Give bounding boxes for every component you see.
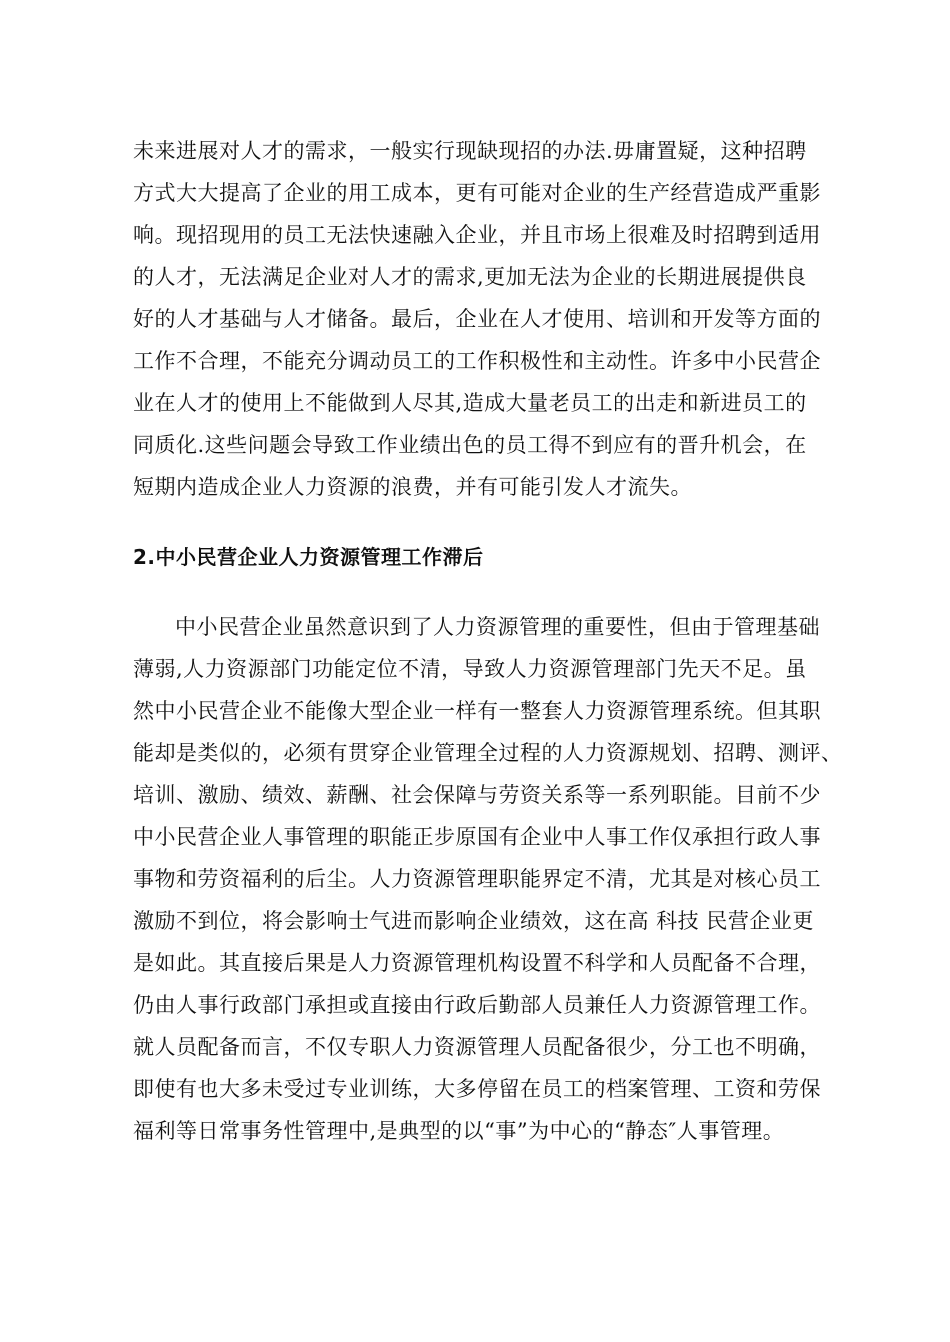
paragraph-line: 仍由人事行政部门承担或直接由行政后勤部人员兼任人力资源管理工作。 [133,993,821,1017]
paragraph-line: 然中小民营企业不能像大型企业一样有一整套人力资源管理系统。但其职 [133,699,821,723]
paragraph-line: 薄弱,人力资源部门功能定位不清，导致人力资源管理部门先天不足。虽 [133,657,807,681]
paragraph-line: 激励不到位，将会影响士气进而影响企业绩效，这在高 科技 民营企业更 [133,909,814,933]
paragraph-line: 未来进展对人才的需求，一般实行现缺现招的办法.毋庸置疑，这种招聘 [133,139,807,163]
paragraph-line: 就人员配备而言，不仅专职人力资源管理人员配备很少，分工也不明确， [133,1035,821,1059]
paragraph-line: 响。现招现用的员工无法快速融入企业，并且市场上很难及时招聘到适用 [133,223,821,247]
spacer [133,578,847,606]
paragraph-2 [133,606,847,1152]
paragraph-line: 的人才，无法满足企业对人才的需求,更加无法为企业的长期进展提供良 [133,265,807,289]
paragraph-line: 好的人才基础与人才储备。最后，企业在人才使用、培训和开发等方面的 [133,307,821,331]
paragraph-1 [133,130,847,508]
spacer [133,508,847,536]
paragraph-line: 中小民营企业虽然意识到了人力资源管理的重要性，但由于管理基础 [175,615,820,639]
paragraph-line: 业在人才的使用上不能做到人尽其,造成大量老员工的出走和新进员工的 [133,391,807,415]
section-heading: 2.中小民营企业人力资源管理工作滞后 [133,545,484,569]
paragraph-line: 即使有也大多未受过专业训练，大多停留在员工的档案管理、工资和劳保 [133,1077,821,1101]
paragraph-line: 能却是类似的，必须有贯穿企业管理全过程的人力资源规划、招聘、测评、 [133,741,843,765]
paragraph-line: 事物和劳资福利的后尘。人力资源管理职能界定不清，尤其是对核心员工 [133,867,821,891]
paragraph-line: 同质化.这些问题会导致工作业绩出色的员工得不到应有的晋升机会，在 [133,433,807,457]
paragraph-line: 是如此。其直接后果是人力资源管理机构设置不科学和人员配备不合理， [133,951,821,975]
paragraph-line: 短期内造成企业人力资源的浪费，并有可能引发人才流失。 [133,475,692,499]
paragraph-line: 福利等日常事务性管理中,是典型的以“事”为中心的“静态″人事管理。 [133,1119,785,1143]
paragraph-line: 中小民营企业人事管理的职能正步原国有企业中人事工作仅承担行政人事 [133,825,821,849]
document-body [133,130,847,1152]
paragraph-line: 方式大大提高了企业的用工成本，更有可能对企业的生产经营造成严重影 [133,181,821,205]
paragraph-line: 工作不合理，不能充分调动员工的工作积极性和主动性。许多中小民营企 [133,349,821,373]
paragraph-line: 培训、激励、绩效、薪酬、社会保障与劳资关系等一系列职能。目前不少 [133,783,821,807]
